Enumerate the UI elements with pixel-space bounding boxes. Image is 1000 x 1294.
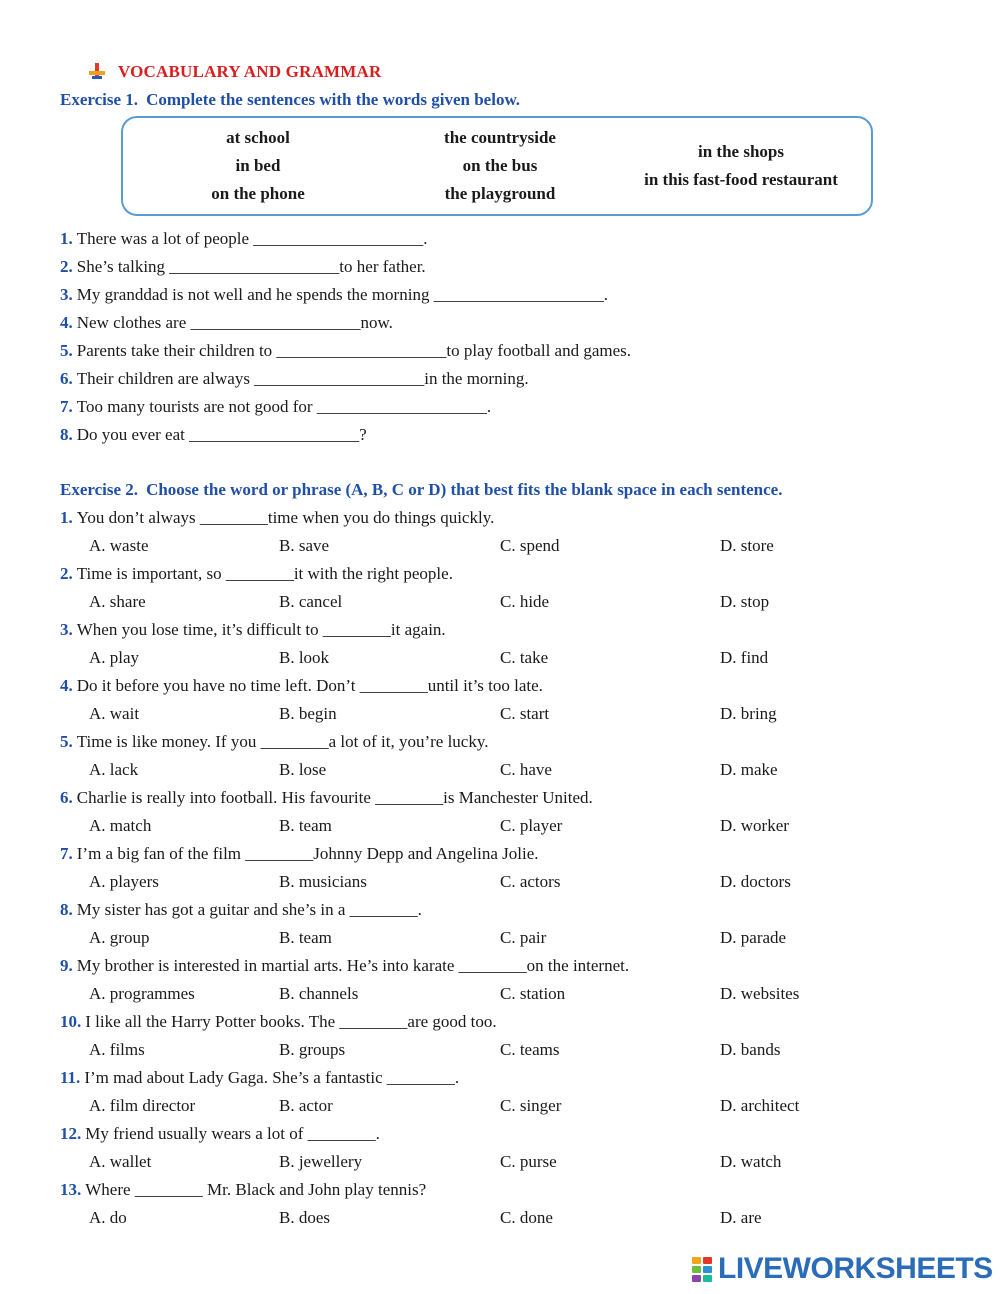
ex2-number: 7. — [60, 844, 73, 863]
ex1-sentence-8 — [60, 421, 367, 449]
section-title-text: VOCABULARY AND GRAMMAR — [118, 62, 382, 81]
option-d[interactable]: D. are — [720, 1208, 762, 1227]
ex1-number: 8. — [60, 425, 73, 444]
word-box-item: on the bus — [462, 156, 538, 175]
ex2-question-text: You don’t always ________time when you do things quickly. — [76, 508, 495, 527]
option-d[interactable]: D. store — [720, 536, 774, 555]
ex2-question-text: My sister has got a guitar and she’s in a ________. — [76, 900, 422, 919]
option-d[interactable]: D. parade — [720, 928, 787, 947]
option-d[interactable]: D. architect — [720, 1096, 800, 1115]
option-d[interactable]: D. websites — [720, 984, 800, 1003]
ex2-question-6 — [60, 784, 593, 812]
ex2-number: 9. — [60, 956, 73, 975]
ex2-question-text: Do it before you have no time left. Don’t ________until it’s too late. — [76, 676, 543, 695]
option-b[interactable]: B. team — [279, 928, 332, 947]
ex2-question-11 — [60, 1064, 459, 1092]
option-a[interactable]: A. play — [89, 648, 140, 667]
option-b[interactable]: B. channels — [279, 984, 359, 1003]
word-box-column-2 — [391, 118, 609, 214]
option-d[interactable]: D. bring — [720, 704, 777, 723]
word-box-item: at school — [226, 128, 290, 147]
ex1-number: 3. — [60, 285, 73, 304]
ex1-sentence-2 — [60, 253, 426, 281]
option-a[interactable]: A. film director — [89, 1096, 196, 1115]
ex2-options-9 — [0, 980, 1000, 1008]
ex2-question-text: When you lose time, it’s difficult to ________it again. — [76, 620, 446, 639]
exercise2-label: Exercise 2. — [60, 480, 139, 499]
ex2-number: 10. — [60, 1012, 82, 1031]
ex2-question-text: I like all the Harry Potter books. The ________are good too. — [85, 1012, 497, 1031]
option-b[interactable]: B. look — [279, 648, 330, 667]
ex2-options-8 — [0, 924, 1000, 952]
section-title — [88, 61, 381, 83]
option-c[interactable]: C. purse — [500, 1152, 557, 1171]
option-a[interactable]: A. wait — [89, 704, 140, 723]
option-b[interactable]: B. cancel — [279, 592, 343, 611]
logo-text: LIVEWORKSHEETS — [718, 1252, 993, 1285]
ex2-number: 12. — [60, 1124, 82, 1143]
option-c[interactable]: C. actors — [500, 872, 561, 891]
ex1-sentence-text: Their children are always ____________________in the morning. — [76, 369, 529, 388]
ex1-number: 2. — [60, 257, 73, 276]
ex2-number: 4. — [60, 676, 73, 695]
ex2-question-text: I’m a big fan of the film ________Johnny Depp and Angelina Jolie. — [76, 844, 539, 863]
option-b[interactable]: B. jewellery — [279, 1152, 363, 1171]
option-d[interactable]: D. doctors — [720, 872, 791, 891]
ex1-number: 7. — [60, 397, 73, 416]
option-b[interactable]: B. save — [279, 536, 330, 555]
ex2-number: 13. — [60, 1180, 82, 1199]
word-box-column-1 — [153, 118, 363, 214]
ex2-question-4 — [60, 672, 543, 700]
option-d[interactable]: D. find — [720, 648, 769, 667]
ex2-question-text: My friend usually wears a lot of ________. — [85, 1124, 380, 1143]
option-b[interactable]: B. groups — [279, 1040, 346, 1059]
option-d[interactable]: D. worker — [720, 816, 789, 835]
option-c[interactable]: C. teams — [500, 1040, 560, 1059]
option-c[interactable]: C. pair — [500, 928, 547, 947]
ex2-question-text: I’m mad about Lady Gaga. She’s a fantastic ________. — [84, 1068, 460, 1087]
exercise2-heading — [60, 478, 782, 502]
ex2-options-11 — [0, 1092, 1000, 1120]
word-box-item: in the shops — [698, 142, 784, 161]
word-box-item: in bed — [235, 156, 281, 175]
option-d[interactable]: D. stop — [720, 592, 770, 611]
ex1-number: 6. — [60, 369, 73, 388]
ex2-options-7 — [0, 868, 1000, 896]
ex2-options-12 — [0, 1148, 1000, 1176]
ex1-sentence-text: There was a lot of people ____________________. — [76, 229, 428, 248]
ex2-options-3 — [0, 644, 1000, 672]
option-b[interactable]: B. begin — [279, 704, 337, 723]
ex2-question-text: Charlie is really into football. His favourite ________is Manchester United. — [76, 788, 593, 807]
ex2-number: 1. — [60, 508, 73, 527]
option-c[interactable]: C. take — [500, 648, 549, 667]
ex1-sentence-text: Parents take their children to ____________________to play football and games. — [76, 341, 632, 360]
ex2-number: 3. — [60, 620, 73, 639]
option-a[interactable]: A. players — [89, 872, 159, 891]
option-c[interactable]: C. start — [500, 704, 550, 723]
option-a[interactable]: A. wallet — [89, 1152, 152, 1171]
ex2-question-13 — [60, 1176, 426, 1204]
ex1-sentence-text: She’s talking ____________________to her father. — [76, 257, 426, 276]
option-a[interactable]: A. do — [89, 1208, 127, 1227]
ex1-sentence-3 — [60, 281, 608, 309]
liveworksheets-logo-icon — [692, 1256, 714, 1282]
option-d[interactable]: D. make — [720, 760, 778, 779]
liveworksheets-logo[interactable] — [692, 1254, 993, 1284]
ex2-number: 2. — [60, 564, 73, 583]
option-b[interactable]: B. lose — [279, 760, 327, 779]
ex2-question-9 — [60, 952, 629, 980]
exercise2-instruction: Choose the word or phrase (A, B, C or D) that best fits the blank space in each sentence. — [146, 480, 783, 499]
ex1-sentence-5 — [60, 337, 631, 365]
ex2-options-4 — [0, 700, 1000, 728]
ex2-number: 8. — [60, 900, 73, 919]
ex2-question-12 — [60, 1120, 380, 1148]
ex2-question-2 — [60, 560, 453, 588]
option-b[interactable]: B. actor — [279, 1096, 333, 1115]
word-box-column-3 — [619, 118, 863, 214]
ex2-number: 6. — [60, 788, 73, 807]
ex1-number: 1. — [60, 229, 73, 248]
word-box-item: in this fast-food restaurant — [644, 170, 838, 189]
option-a[interactable]: A. share — [89, 592, 146, 611]
exercise1-label: Exercise 1. — [60, 90, 139, 109]
ex2-options-2 — [0, 588, 1000, 616]
option-c[interactable]: C. done — [500, 1208, 553, 1227]
ex2-question-text: Time is like money. If you ________a lot of it, you’re lucky. — [76, 732, 489, 751]
ex1-sentence-1 — [60, 225, 428, 253]
ex2-options-5 — [0, 756, 1000, 784]
word-box-item: the playground — [444, 184, 556, 203]
option-c[interactable]: C. have — [500, 760, 552, 779]
ex1-sentence-text: New clothes are ____________________now. — [76, 313, 393, 332]
ex2-question-10 — [60, 1008, 497, 1036]
exercise1-instruction: Complete the sentences with the words given below. — [146, 90, 521, 109]
ex1-sentence-text: My granddad is not well and he spends the morning ____________________. — [76, 285, 608, 304]
ex1-number: 5. — [60, 341, 73, 360]
exercise1-heading — [60, 88, 520, 112]
option-a[interactable]: A. waste — [89, 536, 149, 555]
ex2-question-3 — [60, 616, 446, 644]
option-b[interactable]: B. musicians — [279, 872, 367, 891]
ex1-sentence-text: Do you ever eat ____________________? — [76, 425, 367, 444]
ex2-question-7 — [60, 840, 539, 868]
ex2-options-1 — [0, 532, 1000, 560]
ex2-question-5 — [60, 728, 488, 756]
option-b[interactable]: B. does — [279, 1208, 330, 1227]
option-c[interactable]: C. spend — [500, 536, 560, 555]
ex2-question-8 — [60, 896, 422, 924]
option-c[interactable]: C. station — [500, 984, 566, 1003]
ex2-number: 11. — [60, 1068, 81, 1087]
ex2-question-text: Where ________ Mr. Black and John play tennis? — [85, 1180, 427, 1199]
word-box — [121, 116, 873, 216]
option-b[interactable]: B. team — [279, 816, 332, 835]
option-a[interactable]: A. lack — [89, 760, 139, 779]
ex2-options-10 — [0, 1036, 1000, 1064]
option-d[interactable]: D. bands — [720, 1040, 781, 1059]
ex1-sentence-4 — [60, 309, 393, 337]
ex2-question-text: Time is important, so ________it with the right people. — [76, 564, 453, 583]
bullet-icon — [88, 63, 106, 81]
ex2-number: 5. — [60, 732, 73, 751]
word-box-item: the countryside — [444, 128, 556, 147]
option-c[interactable]: C. singer — [500, 1096, 562, 1115]
ex2-question-text: My brother is interested in martial arts. He’s into karate ________on the internet. — [76, 956, 630, 975]
ex2-options-13 — [0, 1204, 1000, 1232]
option-a[interactable]: A. match — [89, 816, 152, 835]
ex2-options-6 — [0, 812, 1000, 840]
option-c[interactable]: C. player — [500, 816, 563, 835]
option-c[interactable]: C. hide — [500, 592, 550, 611]
option-a[interactable]: A. group — [89, 928, 150, 947]
option-d[interactable]: D. watch — [720, 1152, 782, 1171]
ex1-sentence-7 — [60, 393, 491, 421]
ex2-question-1 — [60, 504, 494, 532]
option-a[interactable]: A. films — [89, 1040, 145, 1059]
ex1-sentence-6 — [60, 365, 529, 393]
ex1-sentence-text: Too many tourists are not good for ____________________. — [76, 397, 492, 416]
ex1-number: 4. — [60, 313, 73, 332]
word-box-item: on the phone — [211, 184, 305, 203]
option-a[interactable]: A. programmes — [89, 984, 195, 1003]
